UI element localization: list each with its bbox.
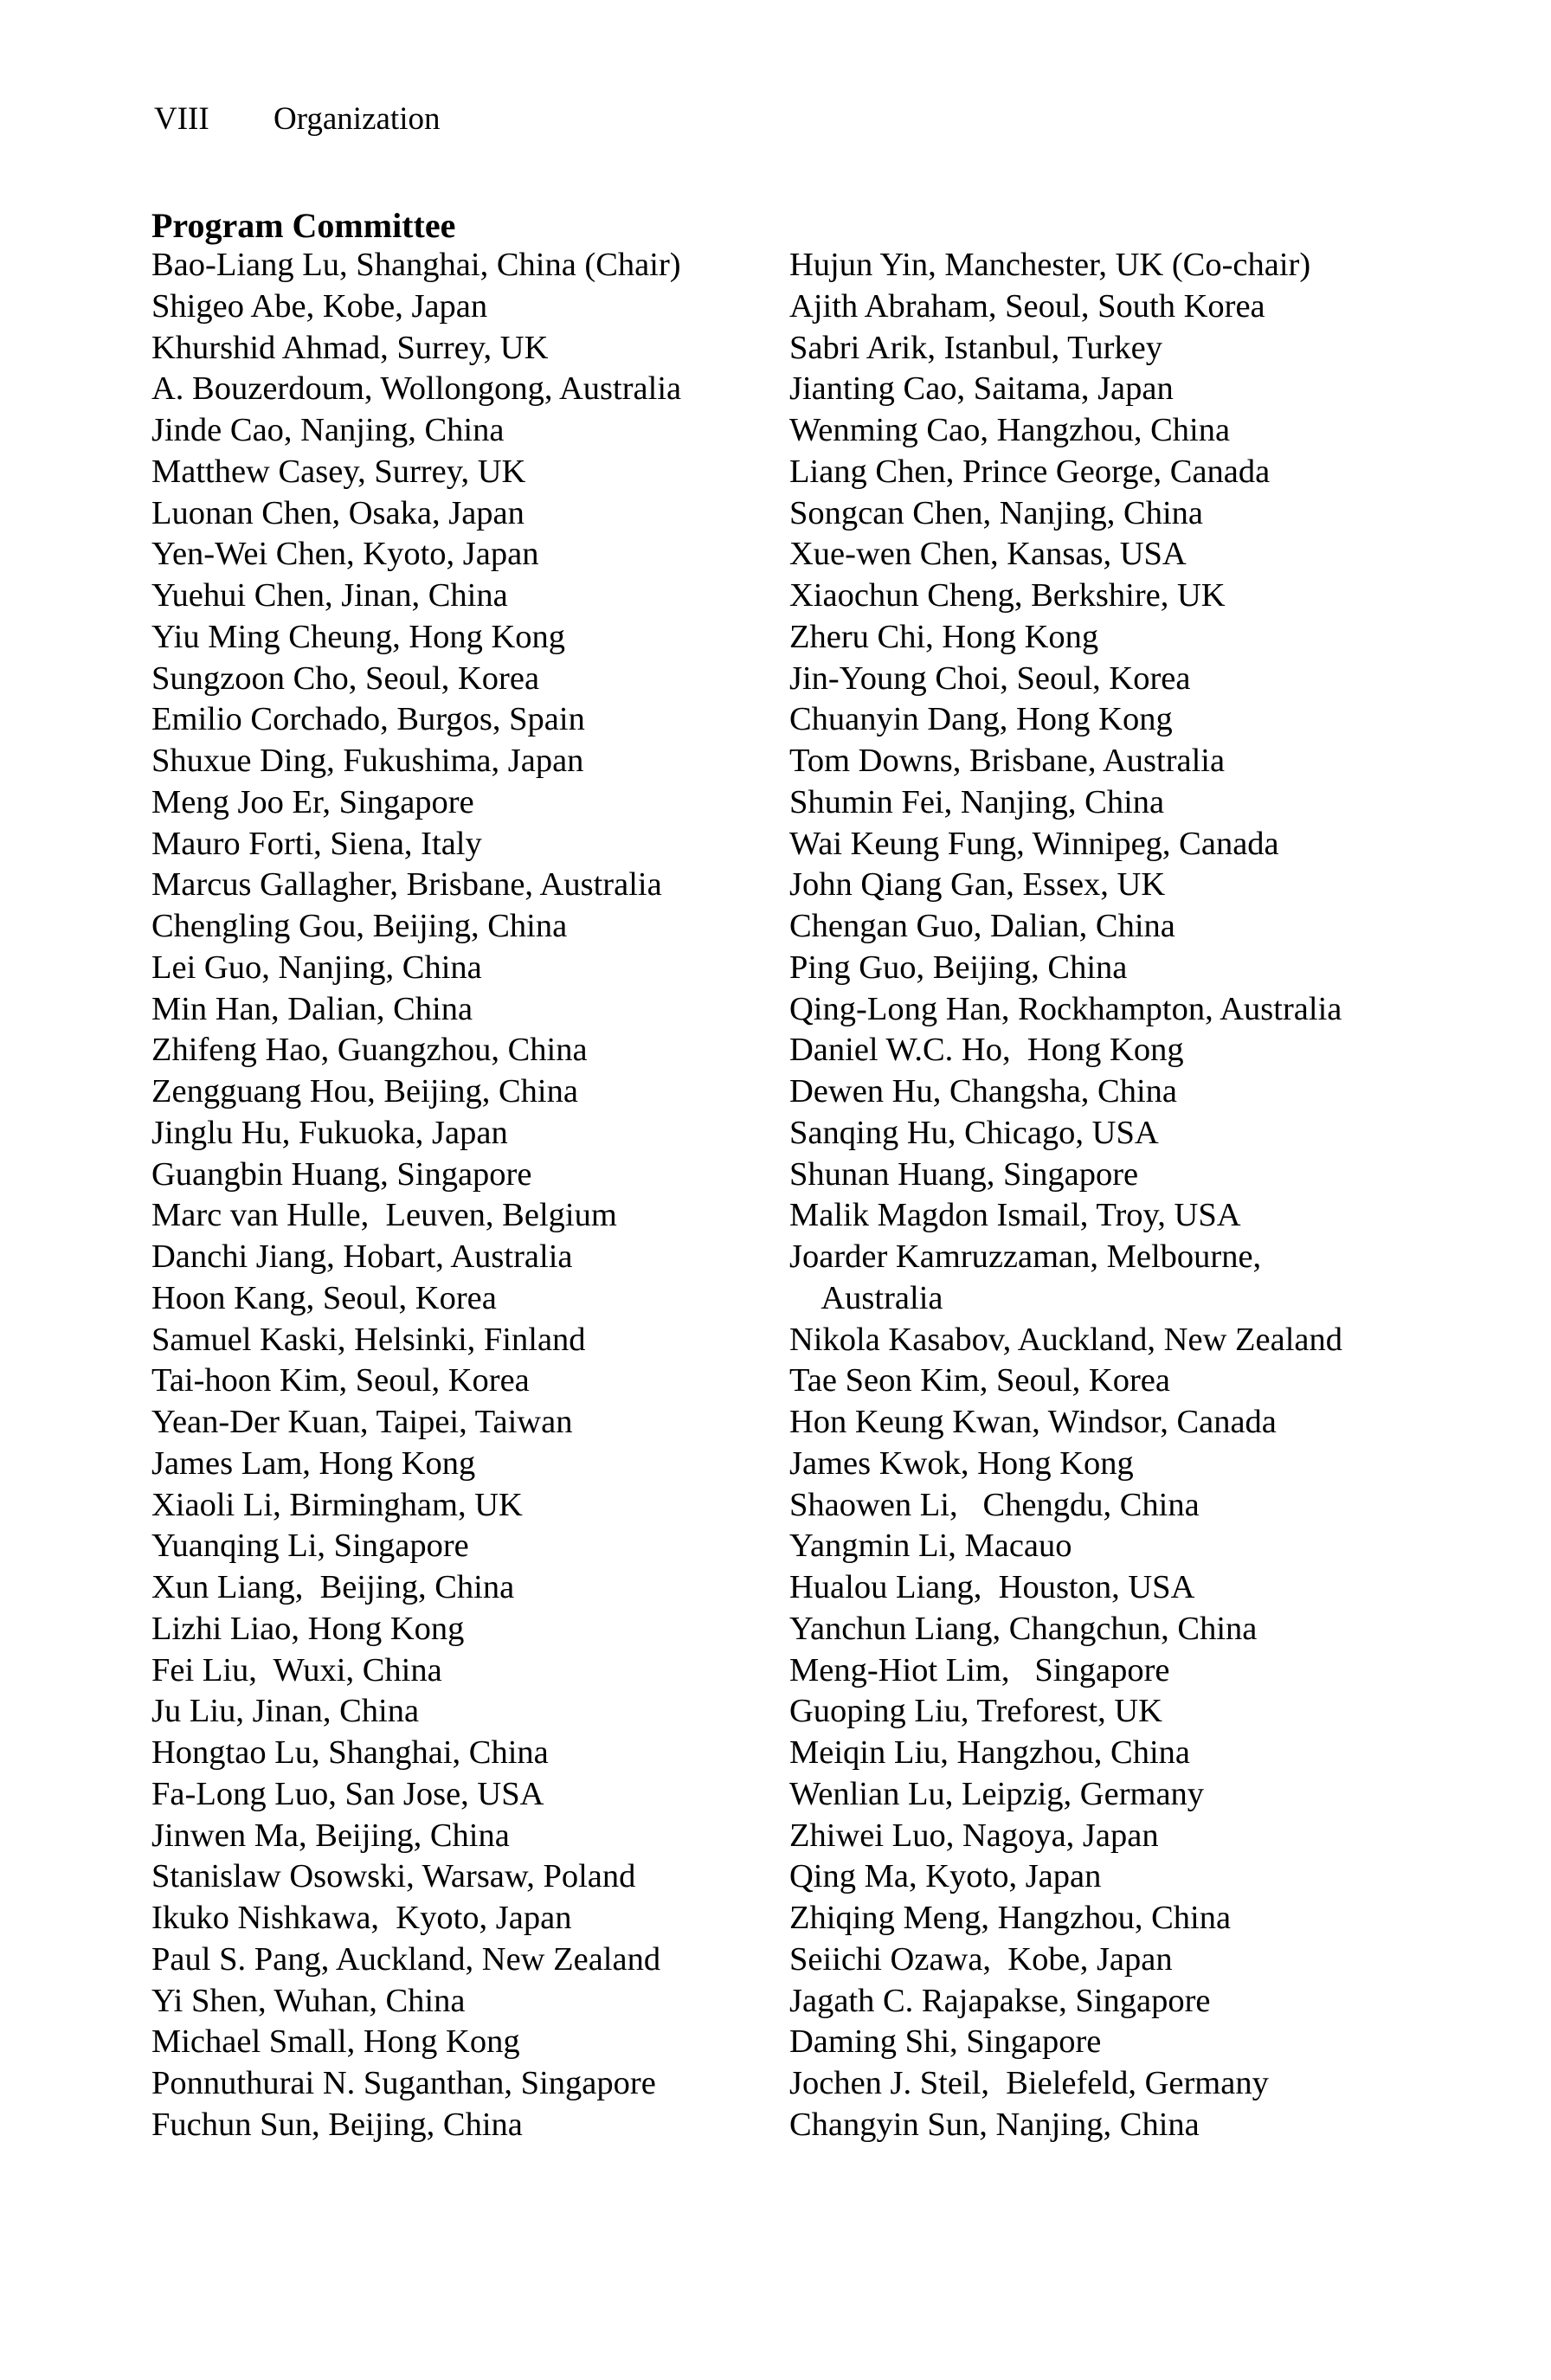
committee-member: Ponnuthurai N. Suganthan, Singapore	[151, 2065, 656, 2101]
committee-member: Zhiwei Luo, Nagoya, Japan	[789, 1817, 1159, 1854]
committee-member: Daniel W.C. Ho, Hong Kong	[789, 1032, 1184, 1069]
committee-member: Meng Joo Er, Singapore	[151, 783, 474, 820]
committee-member: Chuanyin Dang, Hong Kong	[789, 701, 1173, 738]
committee-member: Samuel Kaski, Helsinki, Finland	[151, 1321, 586, 1358]
committee-member: Wai Keung Fung, Winnipeg, Canada	[789, 825, 1279, 862]
committee-member: Paul S. Pang, Auckland, New Zealand	[151, 1940, 661, 1978]
committee-member: Tom Downs, Brisbane, Australia	[789, 743, 1226, 779]
committee-member: Fei Liu, Wuxi, China	[151, 1651, 442, 1689]
committee-member: Yean-Der Kuan, Taipei, Taiwan	[151, 1404, 573, 1440]
committee-member: A. Bouzerdoum, Wollongong, Australia	[151, 370, 682, 408]
committee-member: Shaowen Li, Chengdu, China	[789, 1486, 1200, 1523]
committee-member: Guangbin Huang, Singapore	[151, 1155, 532, 1193]
committee-member: Zheru Chi, Hong Kong	[789, 618, 1099, 655]
committee-member: Songcan Chen, Nanjing, China	[789, 494, 1203, 531]
committee-member: Dewen Hu, Changsha, China	[789, 1073, 1178, 1110]
committee-member: Qing-Long Han, Rockhampton, Australia	[789, 990, 1342, 1027]
committee-member: Matthew Casey, Surrey, UK	[151, 453, 526, 490]
committee-member: Daming Shi, Singapore	[789, 2023, 1102, 2061]
committee-member: Joarder Kamruzzaman, Melbourne,	[789, 1238, 1262, 1275]
committee-member: Fa-Long Luo, San Jose, USA	[151, 1775, 544, 1812]
committee-member: James Kwok, Hong Kong	[789, 1444, 1134, 1482]
committee-list-left	[151, 245, 681, 2146]
committee-member: Sabri Arik, Istanbul, Turkey	[789, 329, 1163, 366]
committee-member: Shumin Fei, Nanjing, China	[789, 783, 1165, 820]
running-head	[154, 100, 440, 138]
committee-member: Ajith Abraham, Seoul, South Korea	[789, 287, 1265, 325]
committee-member: Xiaochun Cheng, Berkshire, UK	[789, 577, 1226, 614]
committee-member: Liang Chen, Prince George, Canada	[789, 453, 1271, 490]
committee-member: Lizhi Liao, Hong Kong	[151, 1610, 465, 1647]
committee-member: Zengguang Hou, Beijing, China	[151, 1073, 578, 1110]
committee-member: Changyin Sun, Nanjing, China	[789, 2106, 1200, 2143]
committee-member: Jagath C. Rajapakse, Singapore	[789, 1982, 1211, 2019]
committee-member: Hon Keung Kwan, Windsor, Canada	[789, 1404, 1277, 1440]
committee-member: Qing Ma, Kyoto, Japan	[789, 1858, 1102, 1895]
committee-member: Zhifeng Hao, Guangzhou, China	[151, 1032, 588, 1069]
committee-member: Yen-Wei Chen, Kyoto, Japan	[151, 536, 539, 573]
committee-member: Sungzoon Cho, Seoul, Korea	[151, 659, 540, 697]
committee-member: Hoon Kang, Seoul, Korea	[151, 1279, 497, 1316]
committee-member: Yangmin Li, Macauo	[789, 1528, 1072, 1565]
committee-member: Khurshid Ahmad, Surrey, UK	[151, 329, 549, 366]
committee-member: Chengling Gou, Beijing, China	[151, 908, 568, 944]
committee-member: Meiqin Liu, Hangzhou, China	[789, 1734, 1190, 1771]
committee-member: Jochen J. Steil, Bielefeld, Germany	[789, 2065, 1269, 2101]
committee-member: Jinwen Ma, Beijing, China	[151, 1817, 510, 1854]
committee-member: Jin-Young Choi, Seoul, Korea	[789, 659, 1191, 697]
committee-member: Emilio Corchado, Burgos, Spain	[151, 701, 585, 738]
committee-member: Yuanqing Li, Singapore	[151, 1528, 469, 1565]
committee-member: Ikuko Nishkawa, Kyoto, Japan	[151, 1900, 572, 1936]
committee-member: Meng-Hiot Lim, Singapore	[789, 1651, 1170, 1689]
committee-member: Jinde Cao, Nanjing, China	[151, 412, 505, 448]
committee-member: Wenlian Lu, Leipzig, Germany	[789, 1775, 1205, 1812]
committee-member: Lei Guo, Nanjing, China	[151, 949, 482, 986]
committee-member: Xiaoli Li, Birmingham, UK	[151, 1486, 523, 1523]
committee-member: Danchi Jiang, Hobart, Australia	[151, 1238, 573, 1275]
page-number: VIII	[154, 101, 209, 137]
committee-member: Tai-hoon Kim, Seoul, Korea	[151, 1362, 530, 1399]
committee-member: Shuxue Ding, Fukushima, Japan	[151, 743, 584, 779]
committee-member: Hualou Liang, Houston, USA	[789, 1569, 1195, 1605]
section-title: Program Committee	[151, 206, 456, 245]
committee-member: Marcus Gallagher, Brisbane, Australia	[151, 866, 662, 904]
committee-member: Hongtao Lu, Shanghai, China	[151, 1734, 549, 1771]
committee-member: Chengan Guo, Dalian, China	[789, 908, 1175, 944]
committee-member: Luonan Chen, Osaka, Japan	[151, 494, 525, 531]
committee-member: Australia	[789, 1279, 943, 1316]
committee-member: Stanislaw Osowski, Warsaw, Poland	[151, 1858, 636, 1895]
committee-member: Hujun Yin, Manchester, UK (Co-chair)	[789, 247, 1311, 283]
committee-member: Jinglu Hu, Fukuoka, Japan	[151, 1114, 508, 1151]
committee-member: Nikola Kasabov, Auckland, New Zealand	[789, 1321, 1342, 1358]
committee-member: Mauro Forti, Siena, Italy	[151, 825, 482, 862]
committee-list-right	[789, 245, 1342, 2146]
committee-member: Yiu Ming Cheung, Hong Kong	[151, 618, 566, 655]
committee-member: Bao-Liang Lu, Shanghai, China (Chair)	[151, 247, 681, 283]
committee-member: James Lam, Hong Kong	[151, 1444, 476, 1482]
committee-member: Min Han, Dalian, China	[151, 990, 473, 1027]
committee-member: Jianting Cao, Saitama, Japan	[789, 370, 1174, 408]
committee-member: Fuchun Sun, Beijing, China	[151, 2106, 523, 2143]
committee-member: Sanqing Hu, Chicago, USA	[789, 1114, 1159, 1151]
committee-member: Shigeo Abe, Kobe, Japan	[151, 287, 488, 325]
committee-member: Wenming Cao, Hangzhou, China	[789, 412, 1231, 448]
committee-member: Guoping Liu, Treforest, UK	[789, 1693, 1162, 1730]
committee-member: Ping Guo, Beijing, China	[789, 949, 1128, 986]
committee-member: Seiichi Ozawa, Kobe, Japan	[789, 1940, 1173, 1978]
committee-member: Yi Shen, Wuhan, China	[151, 1982, 466, 2019]
committee-member: Xun Liang, Beijing, China	[151, 1569, 515, 1605]
committee-member: Michael Small, Hong Kong	[151, 2023, 520, 2061]
committee-member: Marc van Hulle, Leuven, Belgium	[151, 1197, 617, 1234]
committee-member: Shunan Huang, Singapore	[789, 1155, 1139, 1193]
committee-member: John Qiang Gan, Essex, UK	[789, 866, 1166, 904]
committee-member: Yuehui Chen, Jinan, China	[151, 577, 508, 614]
committee-member: Ju Liu, Jinan, China	[151, 1693, 420, 1730]
committee-member: Yanchun Liang, Changchun, China	[789, 1610, 1258, 1647]
committee-member: Xue-wen Chen, Kansas, USA	[789, 536, 1187, 573]
running-title: Organization	[274, 101, 441, 137]
committee-member: Tae Seon Kim, Seoul, Korea	[789, 1362, 1170, 1399]
committee-member: Zhiqing Meng, Hangzhou, China	[789, 1900, 1232, 1936]
committee-member: Malik Magdon Ismail, Troy, USA	[789, 1197, 1241, 1234]
